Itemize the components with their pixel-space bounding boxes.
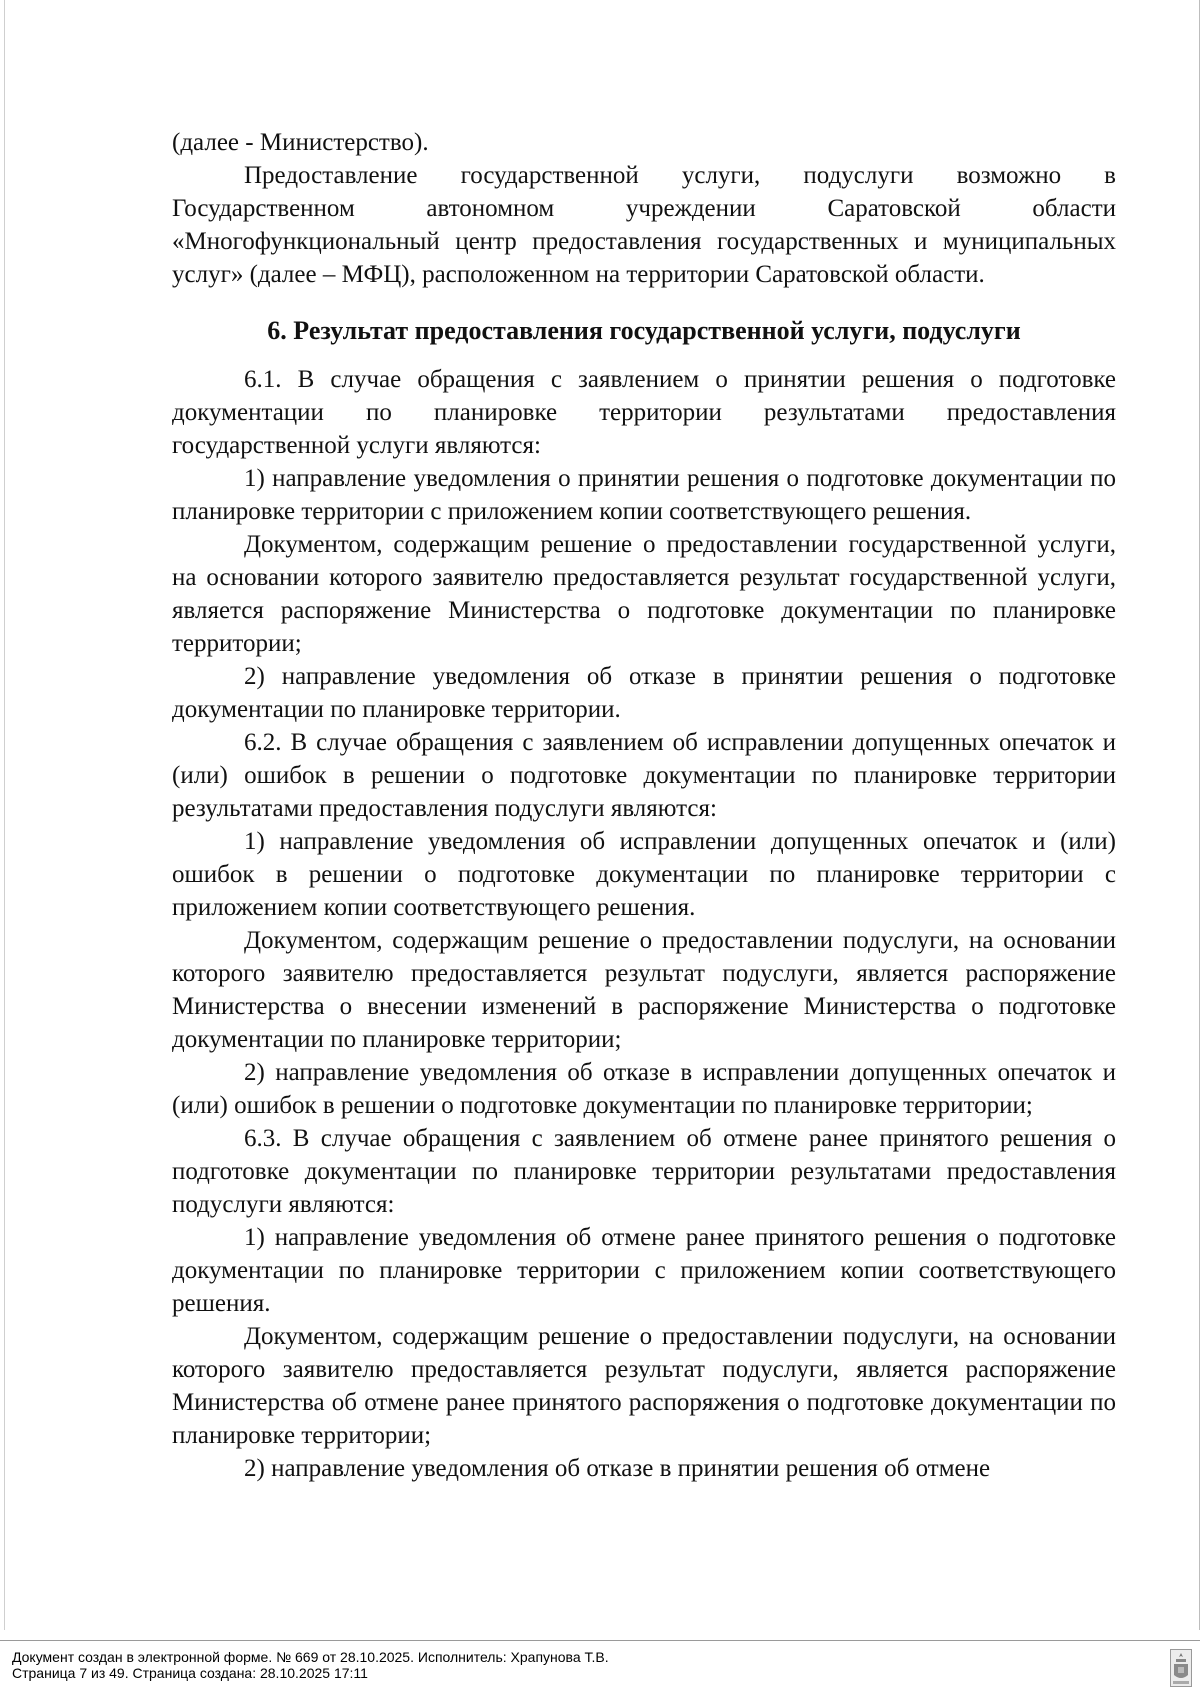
list-item: 2) направление уведомления об отказе в принятии решения о подготовке документации по планировке территории. <box>172 663 1116 723</box>
list-item: 2) направление уведомления об отказе в принятии решения об отмене <box>244 1455 991 1482</box>
footer-page-info: Страница 7 из 49. Страница создана: 28.10.2025 17:11 <box>12 1665 368 1681</box>
list-item: 2) направление уведомления об отказе в исправлении допущенных опечаток и (или) ошибок в решении о подготовке документации по планировке территории; <box>172 1059 1116 1119</box>
paragraph: Документом, содержащим решение о предоставлении подуслуги, на основании которого заявителю предоставляется результат подуслуги, является распоряжение Министерства о внесении изменений в распоряжение Министерства о подготовке документации по планировке территории; <box>172 927 1116 1053</box>
paragraph: 6.3. В случае обращения с заявлением об отмене ранее принятого решения о подготовке документации по планировке территории результатами предоставления подуслуги являются: <box>172 1125 1116 1218</box>
paragraph: (далее - Министерство). <box>172 129 429 156</box>
document-footer <box>0 1640 1200 1699</box>
emblem-icon <box>1170 1649 1192 1687</box>
list-item: 1) направление уведомления о принятии решения о подготовке документации по планировке территории с приложением копии соответствующего решения. <box>172 465 1116 525</box>
paragraph: Предоставление государственной услуги, подуслуги возможно в Государственном автономном учреждении Саратовской области «Многофункциональный центр предоставления государственных и муниципальных услуг» (далее – МФЦ), расположенном на территории Саратовской области. <box>172 162 1116 288</box>
footer-document-info: Документ создан в электронной форме. № 669 от 28.10.2025. Исполнитель: Храпунова Т.В. <box>12 1649 609 1665</box>
paragraph: Документом, содержащим решение о предоставлении государственной услуги, на основании которого заявителю предоставляется результат государственной услуги, является распоряжение Министерства о подготовке документации по планировке территории; <box>172 531 1116 657</box>
list-item: 1) направление уведомления об исправлении допущенных опечаток и (или) ошибок в решении о подготовке документации по планировке территории с приложением копии соответствующего решения. <box>172 828 1116 921</box>
section-heading: 6. Результат предоставления государственной услуги, подуслуги <box>267 316 1021 345</box>
paragraph: 6.2. В случае обращения с заявлением об исправлении допущенных опечаток и (или) ошибок в решении о подготовке документации по планировке территории результатами предоставления подуслуги являются: <box>172 729 1116 822</box>
list-item: 1) направление уведомления об отмене ранее принятого решения о подготовке документации по планировке территории с приложением копии соответствующего решения. <box>172 1224 1116 1317</box>
document-body <box>172 126 1116 1485</box>
paragraph: 6.1. В случае обращения с заявлением о принятии решения о подготовке документации по планировке территории результатами предоставления государственной услуги являются: <box>172 366 1116 459</box>
paragraph: Документом, содержащим решение о предоставлении подуслуги, на основании которого заявителю предоставляется результат подуслуги, является распоряжение Министерства об отмене ранее принятого распоряжения о подготовке документации по планировке территории; <box>172 1323 1116 1449</box>
